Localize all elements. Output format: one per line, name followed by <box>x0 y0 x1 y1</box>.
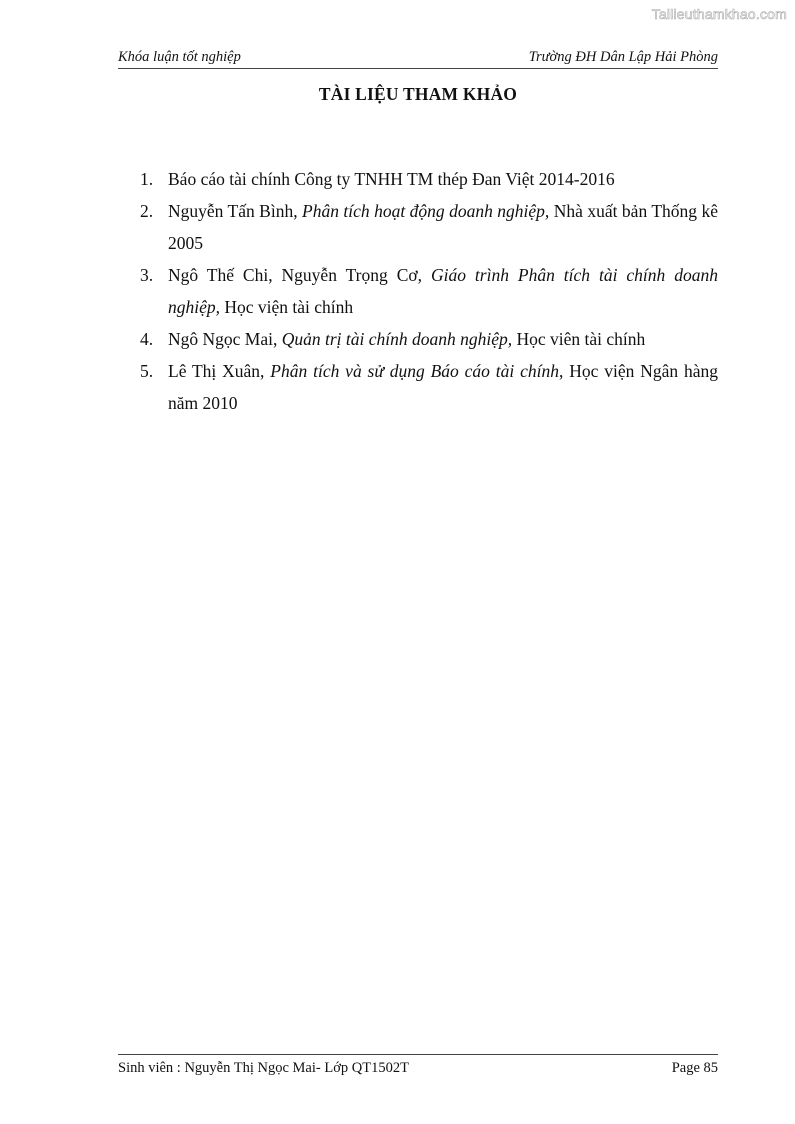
page-footer <box>118 1054 718 1081</box>
page-title: TÀI LIỆU THAM KHẢO <box>318 84 518 104</box>
footer-page-number: Page 85 <box>671 1060 718 1076</box>
reference-item-3 <box>140 259 718 323</box>
reference-publisher: Nhà xuất bản Thống kê 2005 <box>168 201 718 253</box>
reference-author: Ngô Thế Chi, Nguyễn Trọng Cơ, <box>168 265 431 285</box>
reference-publisher: Học viên tài chính <box>512 329 646 349</box>
reference-number: 3. <box>140 265 154 285</box>
reference-work-title: Phân tích hoạt động doanh nghiệp, <box>302 201 550 221</box>
reference-work-title: Phân tích và sử dụng Báo cáo tài chính <box>270 361 559 381</box>
watermark-text: Tailieuthamkhao.com <box>651 6 787 22</box>
reference-author: Nguyễn Tấn Bình, <box>168 201 303 221</box>
reference-item-2 <box>140 195 718 259</box>
footer-student-info: Sinh viên : Nguyễn Thị Ngọc Mai- Lớp QT1502T <box>118 1060 409 1076</box>
header-left-text: Khóa luận tốt nghiệp <box>118 49 241 65</box>
reference-author: Lê Thị Xuân, <box>168 361 271 381</box>
reference-publisher: , Học viện Ngân hàng năm 2010 <box>168 361 718 413</box>
reference-number: 4. <box>140 329 154 349</box>
reference-work-title: Giáo trình Phân tích tài chính doanh nghiệp, <box>168 265 718 317</box>
reference-number: 1. <box>140 169 154 189</box>
header-right-text: Trường ĐH Dân Lập Hải Phòng <box>528 49 718 65</box>
reference-number: 5. <box>140 361 154 381</box>
reference-number: 2. <box>140 201 154 221</box>
reference-author: Báo cáo tài chính Công ty TNHH TM thép Đan Việt 2014-2016 <box>168 169 615 189</box>
page-header <box>118 48 718 69</box>
reference-work-title: Quản trị tài chính doanh nghiệp, <box>281 329 513 349</box>
reference-item-4 <box>140 323 718 355</box>
reference-item-5 <box>140 355 718 419</box>
reference-list <box>140 163 718 419</box>
reference-item-1 <box>140 163 718 195</box>
reference-author: Ngô Ngọc Mai, <box>168 329 282 349</box>
reference-publisher: Học viện tài chính <box>220 297 354 317</box>
